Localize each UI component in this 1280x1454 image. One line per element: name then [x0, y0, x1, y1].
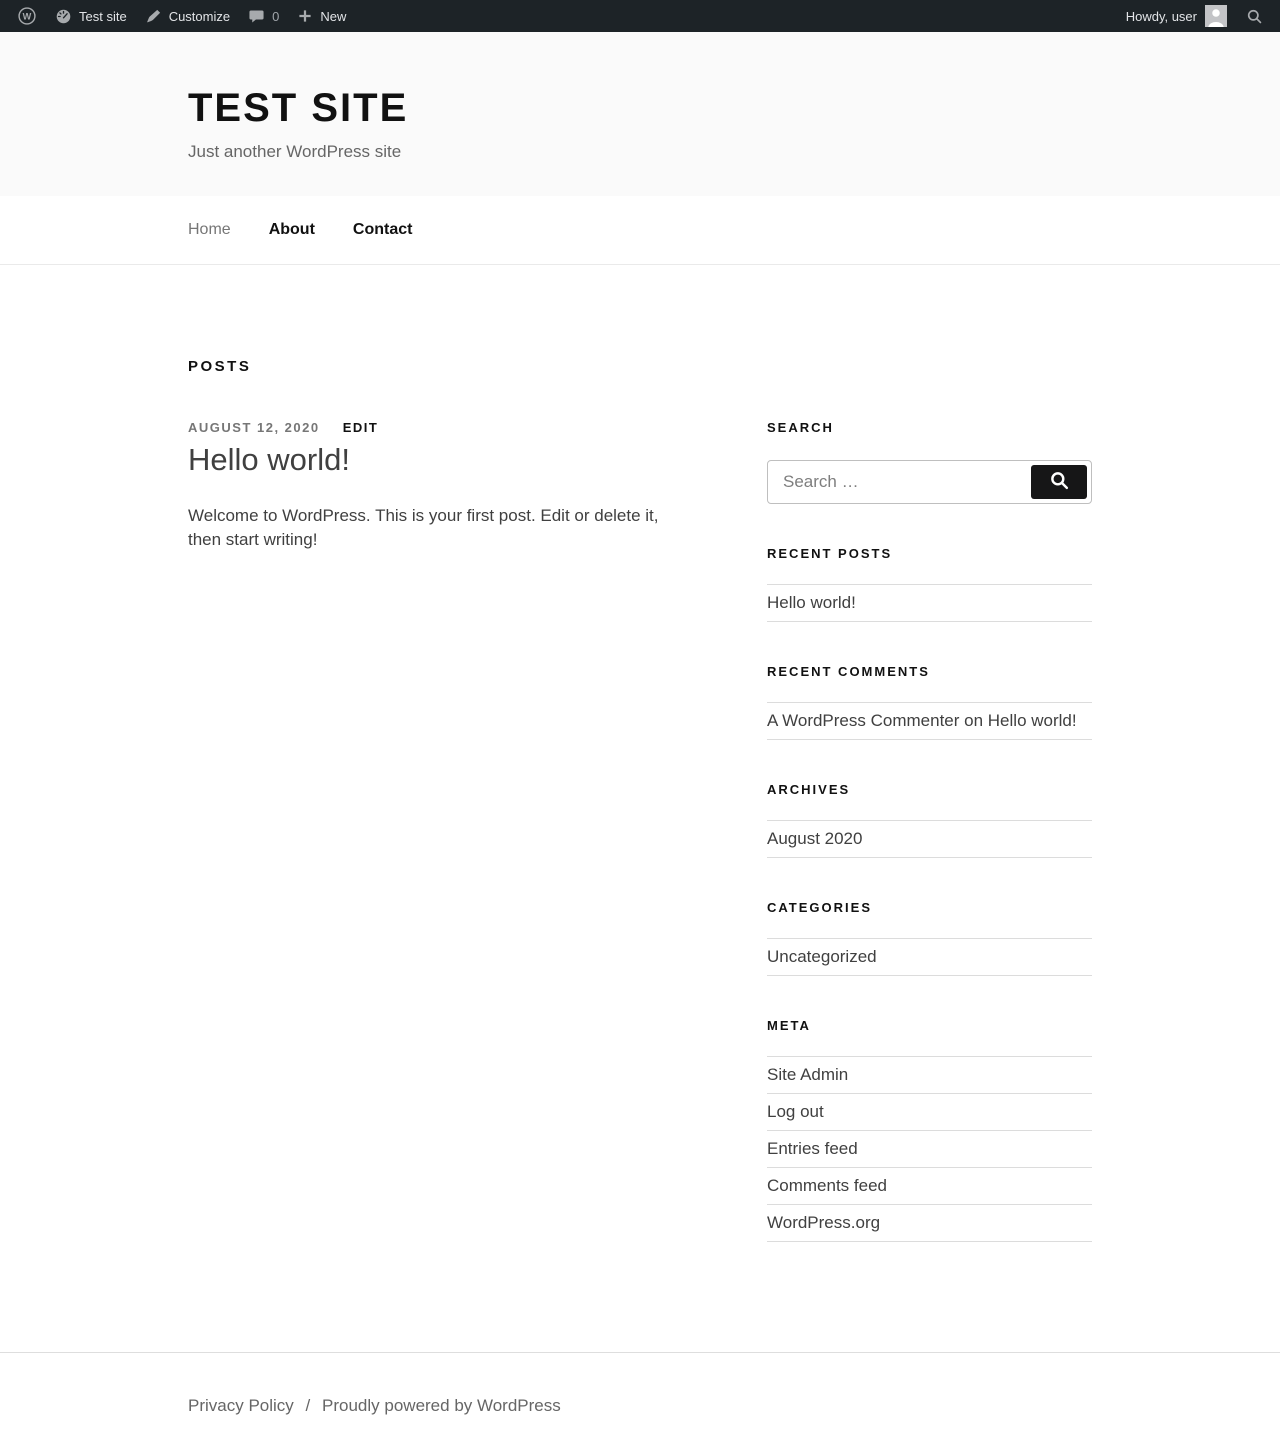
svg-text:W: W — [22, 11, 32, 22]
list-item — [767, 1204, 1092, 1242]
admin-bar-comments[interactable] — [239, 0, 288, 32]
sidebar — [767, 420, 1092, 1242]
category-link[interactable]: Uncategorized — [767, 947, 877, 966]
search-icon — [1246, 8, 1263, 25]
meta-comments-feed-link[interactable]: Comments feed — [767, 1176, 887, 1195]
search-submit-icon — [1049, 470, 1070, 494]
admin-bar-howdy-label: Howdy, user — [1125, 8, 1197, 24]
comments-bubble-icon — [248, 8, 265, 25]
entry-meta — [188, 420, 682, 436]
site-footer — [0, 1352, 1280, 1454]
list-item — [767, 1093, 1092, 1130]
admin-bar-right — [1116, 0, 1272, 32]
search-submit-button[interactable] — [1031, 465, 1087, 499]
meta-wordpress-org-link[interactable]: WordPress.org — [767, 1213, 881, 1232]
post-date-link[interactable]: AUGUST 12, 2020 — [188, 420, 320, 435]
meta-log-out-link[interactable]: Log out — [767, 1102, 824, 1121]
categories-widget — [767, 900, 1092, 976]
recent-comments-title: RECENT COMMENTS — [767, 664, 930, 679]
primary-nav — [0, 196, 1280, 265]
admin-bar-new-label: New — [320, 8, 347, 24]
archives-title: ARCHIVES — [767, 782, 851, 797]
admin-bar-customize[interactable] — [136, 0, 239, 32]
wordpress-logo-icon — [17, 6, 37, 26]
list-item — [767, 1056, 1092, 1093]
categories-title: CATEGORIES — [767, 900, 872, 915]
post-body: Welcome to WordPress. This is your first post. Edit or delete it, then start writing! — [188, 505, 659, 550]
recent-comments-list — [767, 702, 1092, 740]
privacy-policy-link[interactable]: Privacy Policy — [188, 1396, 294, 1415]
list-item — [767, 702, 1092, 740]
search-widget — [767, 420, 1092, 504]
post-title-link[interactable]: Hello world! — [188, 442, 350, 477]
recent-comments-widget — [767, 664, 1092, 740]
site-tagline: Just another WordPress site — [188, 142, 402, 161]
list-item — [767, 1167, 1092, 1204]
admin-bar-comments-count: 0 — [272, 8, 280, 24]
search-form — [767, 460, 1092, 504]
page-title: POSTS — [188, 358, 252, 375]
admin-bar-site-name-label: Test site — [79, 8, 127, 24]
plus-icon — [297, 8, 313, 24]
recent-post-link[interactable]: Hello world! — [767, 593, 856, 612]
admin-bar-customize-label: Customize — [168, 8, 231, 24]
admin-bar-account[interactable] — [1116, 0, 1237, 32]
main-content — [0, 265, 1280, 1352]
meta-site-admin-link[interactable]: Site Admin — [767, 1065, 849, 1084]
comment-author-link[interactable]: A WordPress Commenter — [767, 711, 960, 730]
meta-entries-feed-link[interactable]: Entries feed — [767, 1139, 858, 1158]
comment-post-link[interactable]: Hello world! — [987, 711, 1077, 730]
admin-bar — [0, 0, 1280, 32]
search-widget-title: SEARCH — [767, 420, 834, 435]
archives-list — [767, 820, 1092, 858]
site-header — [0, 32, 1280, 196]
nav-item-home[interactable]: Home — [188, 221, 231, 238]
archive-link[interactable]: August 2020 — [767, 829, 863, 848]
admin-bar-new[interactable] — [288, 0, 355, 32]
list-item — [767, 1130, 1092, 1167]
admin-bar-search-button[interactable] — [1237, 0, 1272, 32]
dashboard-icon — [55, 8, 72, 25]
recent-posts-title: RECENT POSTS — [767, 546, 893, 561]
wordpress-logo-menu[interactable] — [8, 0, 46, 32]
admin-bar-site-name[interactable] — [46, 0, 136, 32]
list-item — [767, 938, 1092, 976]
list-item — [767, 584, 1092, 622]
recent-posts-widget — [767, 546, 1092, 622]
site-title[interactable]: TEST SITE — [188, 86, 409, 130]
meta-list — [767, 1056, 1092, 1242]
post-edit-link[interactable]: EDIT — [342, 420, 379, 435]
powered-by-link[interactable]: Proudly powered by WordPress — [322, 1396, 561, 1415]
archives-widget — [767, 782, 1092, 858]
meta-title: META — [767, 1018, 811, 1033]
avatar — [1205, 5, 1227, 27]
categories-list — [767, 938, 1092, 976]
nav-item-about[interactable]: About — [268, 221, 315, 238]
list-item — [767, 820, 1092, 858]
recent-posts-list — [767, 584, 1092, 622]
meta-widget — [767, 1018, 1092, 1242]
customize-brush-icon — [145, 8, 162, 25]
footer-separator: / — [305, 1396, 311, 1415]
nav-item-contact[interactable]: Contact — [352, 221, 413, 238]
post-article — [188, 420, 767, 1242]
comment-connector: on — [959, 711, 988, 730]
